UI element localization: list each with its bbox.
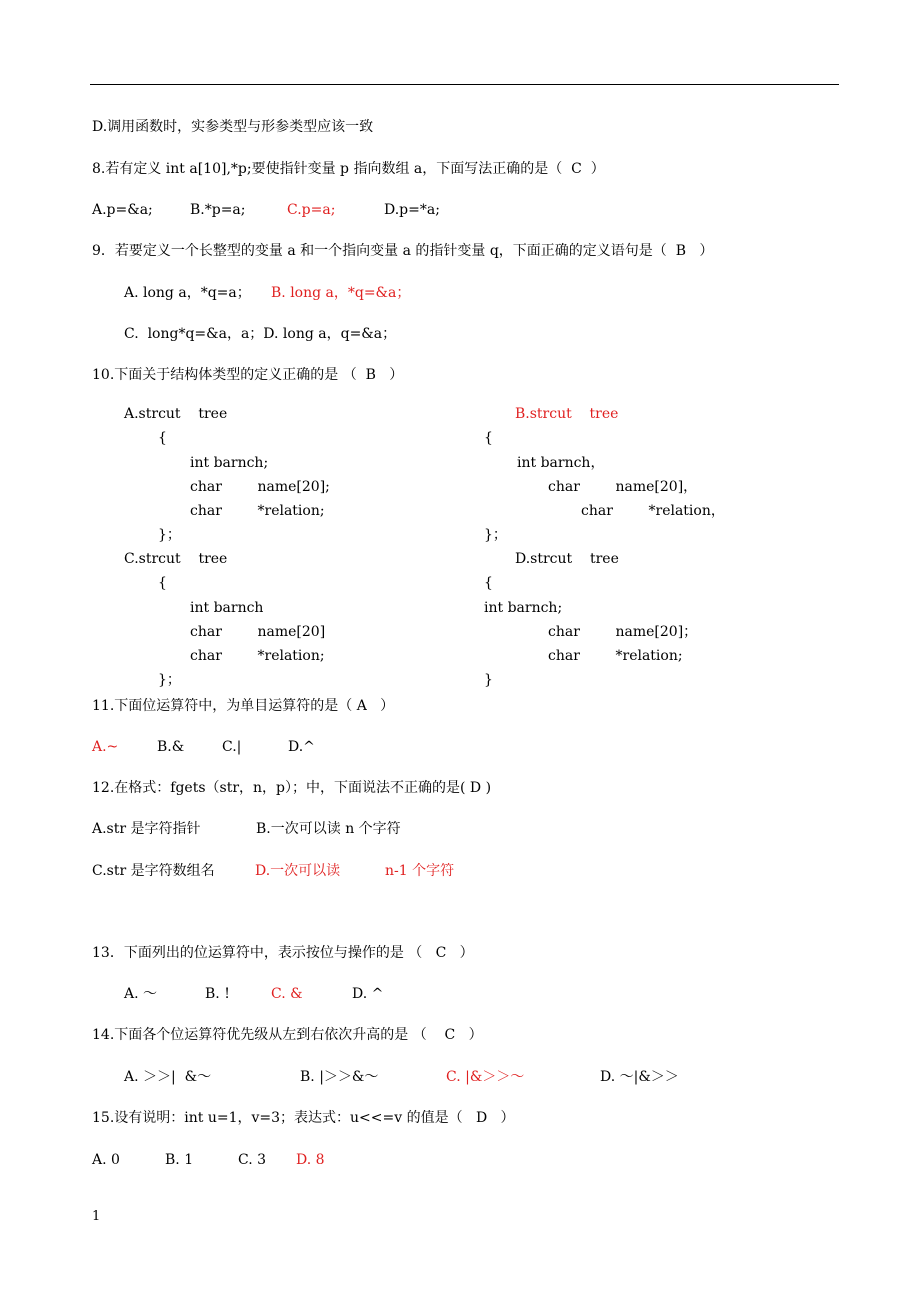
q10-c-head: C.strcut tree	[124, 551, 228, 567]
q12-option-c: C.str 是字符数组名	[92, 863, 215, 879]
q10-a-open: {	[158, 430, 167, 446]
q9-option-a: A. long a，*q=a；	[124, 285, 251, 301]
q14-option-d: D. ～|&＞＞	[600, 1069, 679, 1085]
q8-question: 8.若有定义 int a[10],*p;要使指针变量 p 指向数组 a，下面写法正确的是（ C ）	[92, 161, 605, 177]
q9-question: 9．若要定义一个长整型的变量 a 和一个指向变量 a 的指针变量 q，下面正确的定义语句是（ B ）	[92, 243, 714, 259]
q10-d-close: }	[484, 672, 493, 688]
q15-option-a: A. 0	[92, 1152, 120, 1168]
q10-c-line3: char *relation;	[190, 648, 325, 664]
q13-option-a: A. ～	[124, 986, 158, 1002]
q14-question: 14.下面各个位运算符优先级从左到右依次升高的是 （ C ）	[92, 1027, 483, 1043]
q10-d-head: D.strcut tree	[515, 551, 619, 567]
q10-d-open: {	[484, 575, 493, 591]
q8-option-b: B.*p=a;	[190, 202, 246, 218]
q11-question: 11.下面位运算符中，为单目运算符的是（ A ）	[92, 698, 395, 714]
q10-a-line3: char *relation;	[190, 503, 325, 519]
q10-a-head: A.strcut tree	[124, 406, 228, 422]
q14-option-c: C. |&＞＞～	[446, 1069, 525, 1085]
q10-b-open: {	[484, 430, 493, 446]
q10-c-line1: int barnch	[190, 600, 264, 616]
q10-d-line1: int barnch;	[484, 600, 563, 616]
q10-b-close: }；	[484, 527, 507, 543]
q11-option-c: C.|	[222, 739, 242, 755]
q15-option-c: C. 3	[238, 1152, 267, 1168]
q11-option-a: A.~	[92, 739, 119, 755]
q9-option-cd: C. long*q=&a，a；D. long a，q=&a；	[124, 326, 397, 342]
q10-b-line1: int barnch，	[517, 455, 605, 471]
q13-question: 13．下面列出的位运算符中，表示按位与操作的是 （ C ）	[92, 945, 474, 961]
q15-question: 15.设有说明：int u=1，v=3；表达式：u<<=v 的值是（ D ）	[92, 1110, 515, 1126]
q10-c-line2: char name[20]	[190, 624, 326, 640]
q10-b-head: B.strcut tree	[515, 406, 619, 422]
q12-option-a: A.str 是字符指针	[92, 821, 201, 837]
q12-question: 12.在格式：fgets（str，n，p）；中，下面说法不正确的是( D )	[92, 780, 492, 796]
q12-option-b: B.一次可以读 n 个字符	[256, 821, 401, 837]
q11-option-b: B.&	[157, 739, 185, 755]
q10-d-line3: char *relation;	[548, 648, 683, 664]
q15-option-d: D. 8	[296, 1152, 325, 1168]
page-number: 1	[92, 1209, 101, 1224]
q11-option-d: D.^	[288, 739, 315, 755]
q10-b-line2: char name[20]，	[548, 479, 698, 495]
q14-option-b: B. |＞＞&～	[300, 1069, 379, 1085]
q8-option-d: D.p=*a;	[384, 202, 440, 218]
q10-b-line3: char *relation，	[581, 503, 725, 519]
q10-a-line1: int barnch;	[190, 455, 269, 471]
q8-option-c: C.p=a;	[287, 202, 336, 218]
q13-option-b: B. !	[205, 986, 230, 1002]
header-rule	[90, 84, 839, 85]
q10-d-line2: char name[20]；	[548, 624, 698, 640]
q12-option-d-part2: n-1 个字符	[385, 863, 455, 879]
q10-c-close: }；	[158, 672, 181, 688]
q10-question: 10.下面关于结构体类型的定义正确的是 （ B ）	[92, 367, 404, 383]
q12-option-d-part1: D.一次可以读	[255, 863, 341, 879]
q13-option-c: C. &	[271, 986, 303, 1002]
q15-option-b: B. 1	[165, 1152, 194, 1168]
q10-a-close: }；	[158, 527, 181, 543]
q10-a-line2: char name[20];	[190, 479, 330, 495]
q9-option-b: B. long a，*q=&a；	[271, 285, 411, 301]
q14-option-a: A. ＞＞| &～	[124, 1069, 212, 1085]
q7-option-d: D.调用函数时，实参类型与形参类型应该一致	[92, 119, 374, 135]
q13-option-d: D. ^	[352, 986, 384, 1002]
q8-option-a: A.p=&a;	[92, 202, 153, 218]
q10-c-open: {	[158, 575, 167, 591]
